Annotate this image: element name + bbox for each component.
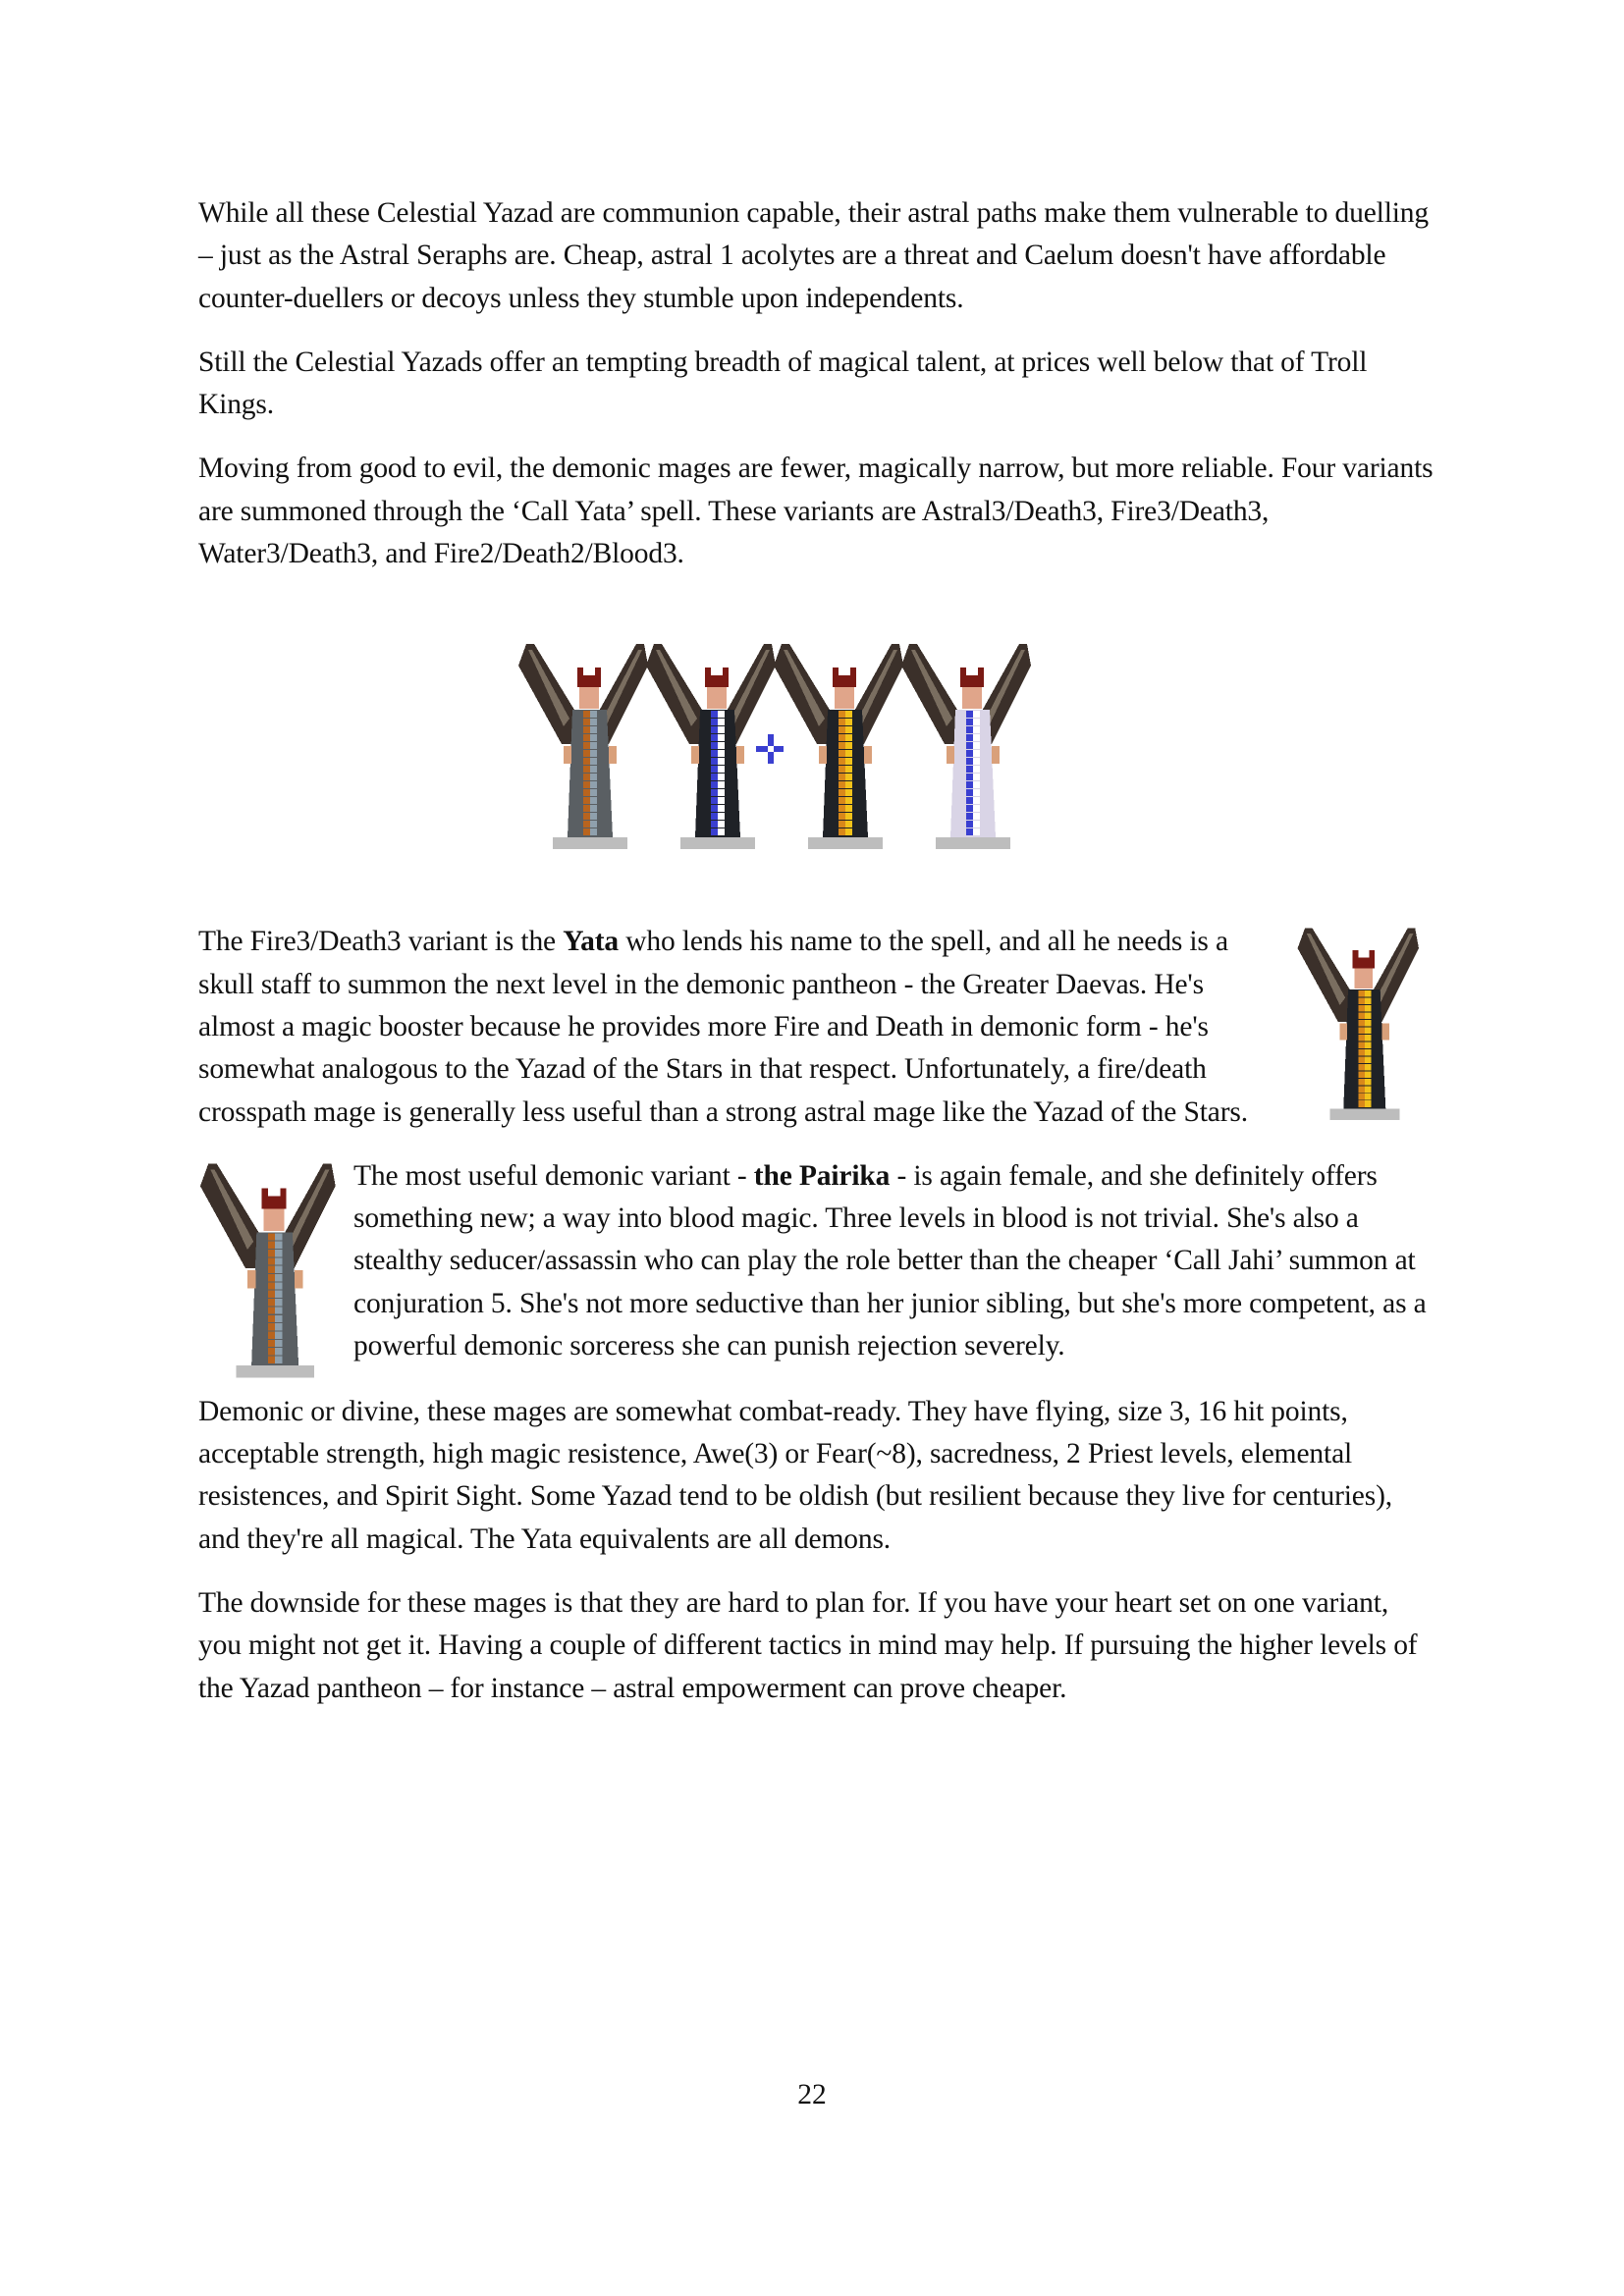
robe-trim-cell [839, 774, 845, 780]
robe-trim-cell [839, 711, 845, 718]
hand [691, 746, 699, 764]
robe-trim-cell [1358, 1013, 1365, 1020]
robe-trim-cell [268, 1348, 275, 1355]
robe-trim-cell [711, 734, 718, 741]
robe-trim-cell [590, 711, 597, 718]
robe-trim-cell [268, 1315, 275, 1322]
robe-trim-cell [973, 821, 980, 828]
robe-trim-cell [1365, 1042, 1372, 1049]
horn [577, 667, 583, 677]
robe-trim-cell [275, 1340, 282, 1347]
robe-trim-cell [583, 821, 590, 828]
robe-trim-cell [966, 805, 973, 812]
robe-trim-cell [275, 1323, 282, 1330]
horn [595, 667, 601, 677]
pairika-sprite-figure [198, 1155, 346, 1391]
left-wing [774, 644, 833, 744]
robe-trim-cell [711, 726, 718, 733]
robe-trim-cell [718, 758, 725, 765]
robe-trim-cell [973, 719, 980, 725]
robe-trim-cell [839, 758, 845, 765]
horn [960, 667, 966, 677]
robe-trim-cell [1358, 1064, 1365, 1071]
robe-trim-cell [590, 774, 597, 780]
robe-trim-cell [583, 750, 590, 757]
robe-trim-cell [275, 1257, 282, 1264]
horn [850, 667, 856, 677]
robe-trim-cell [966, 821, 973, 828]
robe-trim-cell [718, 813, 725, 820]
robe-trim-cell [718, 781, 725, 788]
robe-trim-cell [1365, 1020, 1372, 1027]
robe-trim-cell [839, 781, 845, 788]
left-wing [1298, 929, 1353, 1022]
winged-mage-sprite-3 [774, 636, 911, 862]
robe-trim-cell [711, 821, 718, 828]
robe-trim-cell [1365, 1057, 1372, 1064]
robe-trim-cell [845, 828, 852, 835]
robe-trim-cell [966, 766, 973, 773]
robe-trim-cell [973, 797, 980, 804]
robe-trim-cell [973, 805, 980, 812]
robe-trim-cell [1365, 1035, 1372, 1041]
robe-trim-cell [1365, 1087, 1372, 1094]
robe-trim-cell [590, 828, 597, 835]
robe-trim-cell [275, 1250, 282, 1256]
robe-trim-cell [1358, 1020, 1365, 1027]
yata-text-after: who lends his name to the spell, and all he needs is a skull staff to summon the next level in the demonic pantheon - the Greater Daevas. He's almost a magic booster because he provides more Fire and Death in demonic form - he's somewhat analogous to the Yazad of the Stars in that respect. Unfortunately, a fire/death crosspath mage is generally less useful than a strong astral mage like the Yazad of the Stars. [198, 926, 1248, 1128]
robe-trim-cell [845, 813, 852, 820]
paragraph-yata [198, 921, 1435, 1133]
hand [992, 746, 1000, 764]
hand [295, 1270, 302, 1289]
paragraph-pairika [198, 1155, 1435, 1367]
robe-trim-cell [268, 1323, 275, 1330]
robe-trim-cell [583, 813, 590, 820]
robe-trim-cell [268, 1250, 275, 1256]
robe-trim-cell [583, 805, 590, 812]
robe-trim-cell [839, 719, 845, 725]
robe-trim-cell [839, 813, 845, 820]
horn [978, 667, 984, 677]
robe-trim-cell [845, 797, 852, 804]
robe-trim-cell [973, 813, 980, 820]
robe-trim-cell [973, 742, 980, 749]
robe-trim-cell [268, 1266, 275, 1273]
robe-trim-cell [1358, 990, 1365, 997]
winged-mage-sprite-4 [901, 636, 1039, 862]
robe-trim-cell [268, 1356, 275, 1362]
robe-trim-cell [590, 742, 597, 749]
robe-trim-cell [1365, 1079, 1372, 1086]
robe-trim-cell [583, 797, 590, 804]
hand [609, 746, 617, 764]
robe-trim-cell [845, 758, 852, 765]
robe-trim-cell [966, 828, 973, 835]
sprite-base [236, 1365, 313, 1378]
robe-trim-cell [845, 750, 852, 757]
robe-trim-cell [583, 828, 590, 835]
robe-trim-cell [973, 781, 980, 788]
robe-trim-cell [718, 742, 725, 749]
robe-trim-cell [583, 766, 590, 773]
robe-trim-cell [275, 1266, 282, 1273]
robe-trim-cell [268, 1307, 275, 1313]
robe-trim-cell [845, 805, 852, 812]
robe-trim-cell [845, 821, 852, 828]
robe-trim-cell [718, 789, 725, 796]
robe-trim-cell [966, 758, 973, 765]
robe-trim-cell [590, 766, 597, 773]
robe-trim-cell [845, 734, 852, 741]
robe-trim-cell [711, 797, 718, 804]
hand [736, 746, 744, 764]
robe-trim-cell [973, 758, 980, 765]
robe-trim-cell [718, 805, 725, 812]
robe-trim-cell [275, 1291, 282, 1298]
robe-trim-cell [275, 1307, 282, 1313]
robe-trim-cell [268, 1274, 275, 1281]
document-page [198, 192, 1435, 1732]
robe-trim-cell [711, 805, 718, 812]
yata-variants-figure [198, 597, 1435, 921]
robe-trim-cell [590, 797, 597, 804]
hand [864, 746, 872, 764]
hand [247, 1270, 255, 1289]
robe-trim-cell [718, 821, 725, 828]
robe-trim-cell [583, 726, 590, 733]
robe-trim-cell [1365, 1013, 1372, 1020]
horn [1369, 950, 1375, 959]
robe-trim-cell [973, 750, 980, 757]
robe-trim-cell [1365, 1028, 1372, 1035]
robe-trim-cell [839, 805, 845, 812]
horn [705, 667, 711, 677]
robe-trim-cell [590, 734, 597, 741]
robe-trim-cell [839, 734, 845, 741]
robe-trim-cell [839, 766, 845, 773]
robe-trim-cell [1358, 1079, 1365, 1086]
robe-trim-cell [1365, 998, 1372, 1005]
robe-trim-cell [718, 726, 725, 733]
robe-trim-cell [268, 1291, 275, 1298]
robe-trim-cell [1358, 1049, 1365, 1056]
robe-trim-cell [718, 734, 725, 741]
robe-trim-cell [966, 774, 973, 780]
robe-trim-cell [275, 1331, 282, 1338]
robe-trim-cell [966, 719, 973, 725]
robe-trim-cell [973, 726, 980, 733]
robe-trim-cell [973, 734, 980, 741]
robe-trim-cell [268, 1299, 275, 1306]
robe-trim-cell [839, 742, 845, 749]
robe-trim-cell [711, 719, 718, 725]
robe-trim-cell [711, 781, 718, 788]
robe-trim-cell [966, 711, 973, 718]
robe-trim-cell [268, 1257, 275, 1264]
yata-sprite-figure [1288, 921, 1435, 1132]
hand [1382, 1024, 1389, 1041]
robe-trim-cell [268, 1331, 275, 1338]
robe-trim-cell [966, 734, 973, 741]
robe-trim-cell [973, 774, 980, 780]
robe-trim-cell [1358, 1042, 1365, 1049]
horn [723, 667, 729, 677]
paragraph-combat-ready: Demonic or divine, these mages are somewhat combat-ready. They have flying, size 3, 16 hit points, acceptable strength, high magic resistence, Awe(3) or Fear(~8), sacredness, 2 Priest levels, elemental resistences, and Spirit Sight. Some Yazad tend to be oldish (but resilient because they live for centuries), and they're all magical. The Yata equivalents are all demons. [198, 1395, 1392, 1555]
paragraph-downside: The downside for these mages is that they are hard to plan for. If you have your heart set on one variant, you might not get it. Having a couple of different tactics in mind may help. If pursuing the higher levels of the Yazad pantheon – for instance – astral empowerment can prove cheaper. [198, 1587, 1418, 1704]
robe-trim-cell [966, 726, 973, 733]
robe-trim-cell [711, 750, 718, 757]
robe-trim-cell [711, 813, 718, 820]
robe-trim-cell [268, 1282, 275, 1289]
horn [280, 1188, 286, 1198]
robe-trim-cell [583, 742, 590, 749]
left-wing [518, 644, 577, 744]
pairika-text-before: The most useful demonic variant - [353, 1159, 754, 1192]
horn [1353, 950, 1359, 959]
robe-trim-cell [275, 1315, 282, 1322]
robe-trim-cell [839, 726, 845, 733]
sprite-base [1329, 1109, 1399, 1120]
robe-trim-cell [711, 758, 718, 765]
robe-trim-cell [718, 774, 725, 780]
robe-trim-cell [845, 774, 852, 780]
robe-trim-cell [275, 1299, 282, 1306]
robe-trim-cell [711, 711, 718, 718]
robe-trim-cell [590, 821, 597, 828]
paragraph-demonic-mages: Moving from good to evil, the demonic mages are fewer, magically narrow, but more reliable. Four variants are summoned through the ‘Call Yata’ spell. These variants are Astral3/Death3, Fire3/Death3, Water3/Death3, and Fire2/Death2/Blood3. [198, 453, 1434, 570]
robe-trim-cell [711, 766, 718, 773]
robe-trim-cell [839, 789, 845, 796]
yata-name-bold: Yata [563, 926, 619, 958]
sprite-base [936, 837, 1010, 849]
robe-trim-cell [966, 813, 973, 820]
robe-trim-cell [275, 1348, 282, 1355]
hand [819, 746, 827, 764]
robe-trim-cell [1365, 1049, 1372, 1056]
robe-trim-cell [1365, 1094, 1372, 1100]
robe-trim-cell [1358, 1005, 1365, 1012]
robe-trim-cell [583, 719, 590, 725]
robe-trim-cell [1365, 1101, 1372, 1108]
robe-trim-cell [275, 1274, 282, 1281]
robe-trim-cell [845, 719, 852, 725]
robe-trim-cell [966, 781, 973, 788]
robe-trim-cell [590, 758, 597, 765]
robe-trim-cell [845, 726, 852, 733]
robe-trim-cell [1358, 1028, 1365, 1035]
robe-trim-cell [718, 750, 725, 757]
robe-trim-cell [1358, 1094, 1365, 1100]
robe-trim-cell [275, 1233, 282, 1240]
robe-trim-cell [275, 1282, 282, 1289]
robe-trim-cell [583, 781, 590, 788]
robe-trim-cell [583, 711, 590, 718]
robe-trim-cell [590, 805, 597, 812]
winged-mage-sprite-2 [646, 636, 784, 862]
robe-trim-cell [711, 828, 718, 835]
robe-trim-cell [1358, 1035, 1365, 1041]
sprite-base [553, 837, 627, 849]
robe-trim-cell [583, 774, 590, 780]
robe-trim-cell [590, 719, 597, 725]
robe-trim-cell [583, 789, 590, 796]
robe-trim-cell [275, 1356, 282, 1362]
robe-trim-cell [583, 734, 590, 741]
robe-trim-cell [590, 789, 597, 796]
robe-trim-cell [845, 766, 852, 773]
robe-trim-cell [1358, 1101, 1365, 1108]
robe-trim-cell [1358, 1072, 1365, 1079]
pairika-name-bold: the Pairika [753, 1159, 891, 1192]
robe-trim-cell [1365, 1072, 1372, 1079]
robe-trim-cell [973, 789, 980, 796]
robe-trim-cell [590, 813, 597, 820]
robe-trim-cell [711, 789, 718, 796]
robe-trim-cell [268, 1233, 275, 1240]
robe-trim-cell [268, 1340, 275, 1347]
robe-trim-cell [590, 781, 597, 788]
robe-trim-cell [973, 828, 980, 835]
yata-variants-sprites [518, 636, 1058, 862]
robe-trim-cell [845, 711, 852, 718]
left-wing [901, 644, 960, 744]
robe-trim-cell [1365, 1005, 1372, 1012]
hand [564, 746, 571, 764]
robe-trim-cell [839, 797, 845, 804]
robe-trim-cell [966, 797, 973, 804]
robe-trim-cell [1365, 990, 1372, 997]
robe-trim-cell [1358, 998, 1365, 1005]
robe-trim-cell [718, 711, 725, 718]
left-wing [646, 644, 705, 744]
robe-trim-cell [711, 742, 718, 749]
hand [947, 746, 954, 764]
robe-trim-cell [1358, 1057, 1365, 1064]
winged-mage-sprite-1 [518, 636, 656, 862]
robe-trim-cell [973, 711, 980, 718]
left-wing [200, 1163, 262, 1267]
robe-trim-cell [966, 789, 973, 796]
paragraph-breadth-of-talent: Still the Celestial Yazads offer an tempting breadth of magical talent, at prices well below that of Troll Kings. [198, 346, 1368, 421]
hand [1340, 1024, 1347, 1041]
robe-trim-cell [973, 766, 980, 773]
paragraph-communion-vulnerability: While all these Celestial Yazad are communion capable, their astral paths make them vulnerable to duelling – just as the Astral Seraphs are. Cheap, astral 1 acolytes are a threat and Caelum doesn't have affordable counter-duellers or decoys unless they stumble upon independents. [198, 197, 1430, 314]
robe-trim-cell [590, 750, 597, 757]
robe-trim-cell [718, 797, 725, 804]
robe-trim-cell [268, 1242, 275, 1249]
robe-trim-cell [839, 750, 845, 757]
robe-trim-cell [845, 742, 852, 749]
robe-trim-cell [845, 781, 852, 788]
robe-trim-cell [1358, 1087, 1365, 1094]
page-number: 22 [797, 2079, 827, 2110]
sprite-base [680, 837, 755, 849]
horn [262, 1188, 268, 1198]
robe-trim-cell [1365, 1064, 1372, 1071]
horn [833, 667, 839, 677]
yata-text-before: The Fire3/Death3 variant is the [198, 926, 564, 958]
robe-trim-cell [718, 828, 725, 835]
robe-trim-cell [275, 1242, 282, 1249]
robe-trim-cell [966, 750, 973, 757]
pairika-text-after: - is again female, and she definitely offers something new; a way into blood magic. Three levels in blood is not trivial. She's also a stealthy seducer/assassin who can play the role better than the cheaper ‘Call Jahi’ summon at conjuration 5. She's not more seductive than her junior sibling, but she's more competent, as a powerful demonic sorceress she can punish rejection severely. [353, 1159, 1427, 1362]
robe-trim-cell [845, 789, 852, 796]
robe-trim-cell [583, 758, 590, 765]
robe-trim-cell [839, 828, 845, 835]
robe-trim-cell [718, 766, 725, 773]
robe-trim-cell [718, 719, 725, 725]
robe-trim-cell [839, 821, 845, 828]
robe-trim-cell [966, 742, 973, 749]
robe-trim-cell [590, 726, 597, 733]
robe-trim-cell [711, 774, 718, 780]
sprite-base [808, 837, 883, 849]
